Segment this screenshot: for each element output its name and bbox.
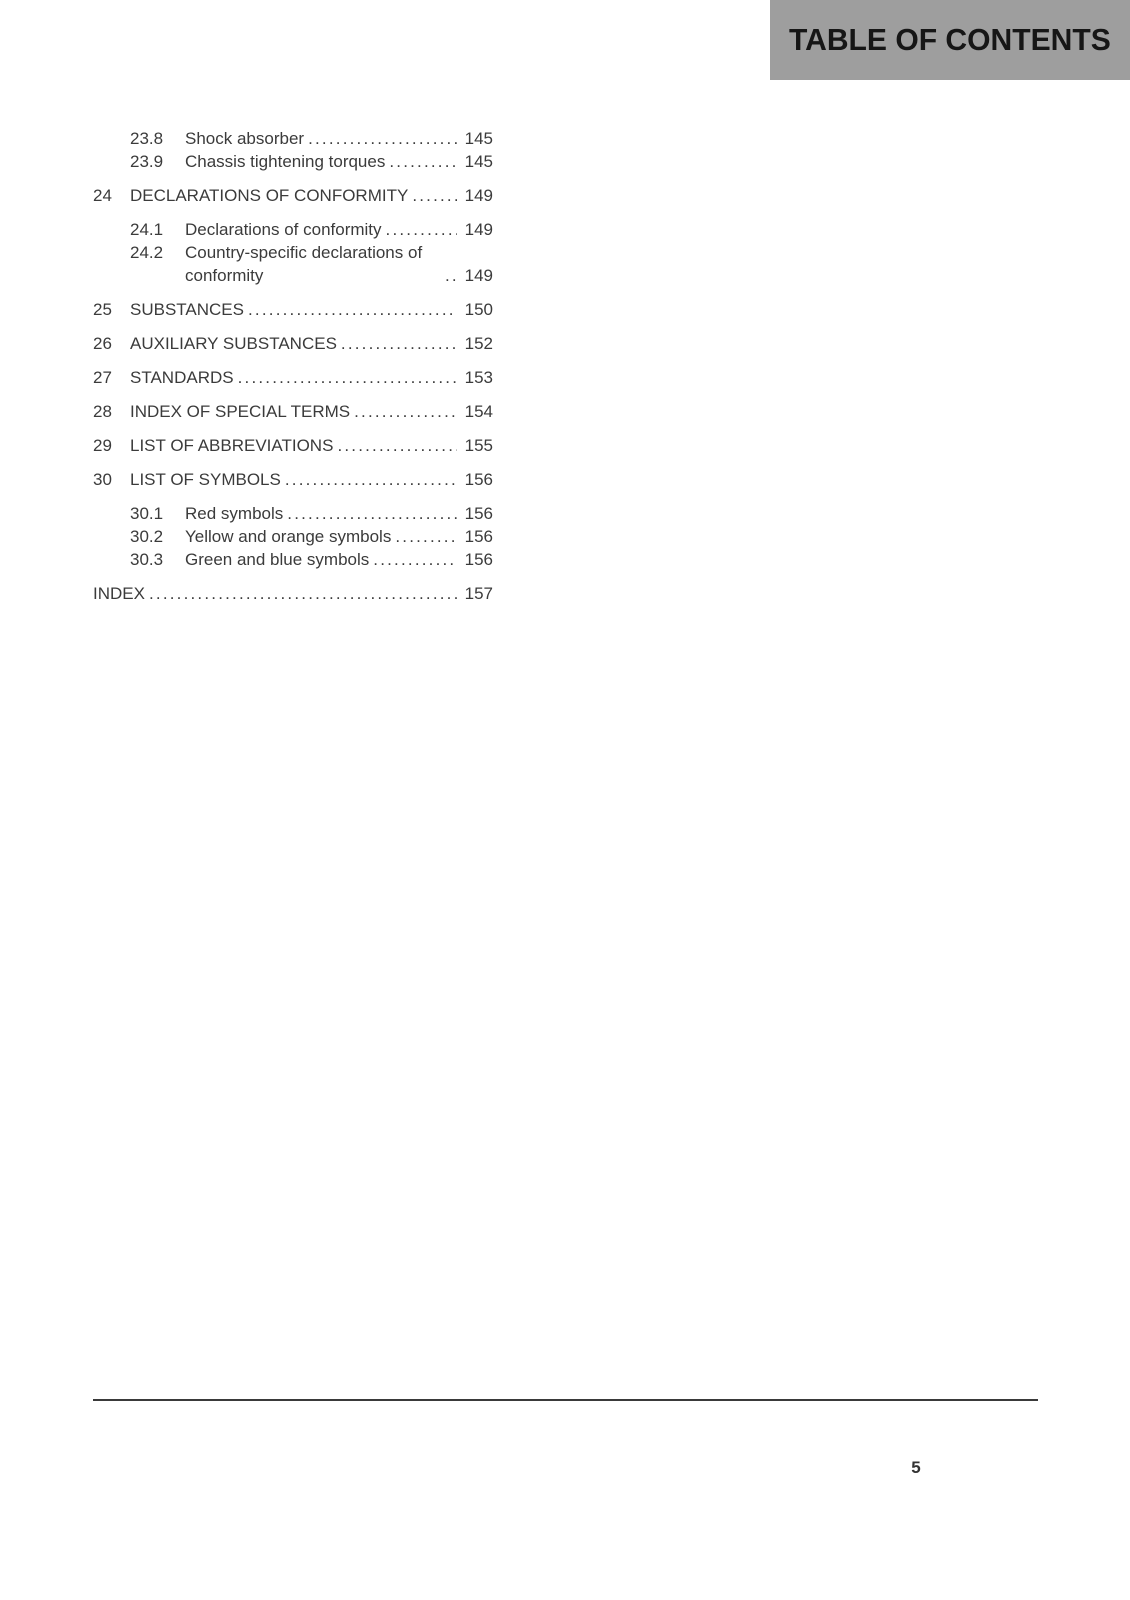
toc-entry-body <box>130 332 493 355</box>
page-title: TABLE OF CONTENTS <box>789 22 1111 57</box>
toc-entry-title: AUXILIARY SUBSTANCES <box>130 334 337 353</box>
toc-entry <box>93 434 493 457</box>
toc-entry-body <box>130 366 493 389</box>
toc-entry-title: Red symbols <box>185 504 284 523</box>
toc-leader-dots <box>386 218 457 241</box>
toc-entry-title: Green and blue symbols <box>185 550 370 569</box>
toc-leader-dots <box>238 366 457 389</box>
toc-entry <box>93 332 493 355</box>
toc-entry-page: 145 <box>464 129 493 148</box>
toc-entry-body <box>185 502 493 525</box>
page-number: 5 <box>911 1458 921 1477</box>
toc-entry-number: 24 <box>93 186 112 205</box>
toc-leader-dots <box>412 184 457 207</box>
toc-leader-dots <box>287 502 457 525</box>
toc-entry <box>93 366 493 389</box>
toc-entry-number: 24.1 <box>130 220 164 239</box>
toc-entry-page: 152 <box>464 334 493 353</box>
toc-leader-dots <box>341 332 457 355</box>
toc-entry-title: LIST OF ABBREVIATIONS <box>130 436 334 455</box>
footer-divider <box>93 1399 1038 1401</box>
toc-entry-number: 28 <box>93 402 112 421</box>
toc-entry-page: 154 <box>464 402 493 421</box>
toc-leader-dots <box>373 548 457 571</box>
toc-entry-number: 26 <box>93 334 112 353</box>
toc-entry <box>93 400 493 423</box>
toc-entry-title: LIST OF SYMBOLS <box>130 470 281 489</box>
toc-entry-page: 157 <box>464 584 493 603</box>
toc-entry-page: 153 <box>464 368 493 387</box>
toc-entry-body <box>185 241 493 287</box>
toc-entry-page: 156 <box>464 470 493 489</box>
toc-entry-body <box>185 150 493 173</box>
toc-entry-page: 145 <box>464 152 493 171</box>
toc-entry-number: 27 <box>93 368 112 387</box>
toc-entry-title: DECLARATIONS OF CONFORMITY <box>130 186 409 205</box>
toc-entry-body <box>130 184 493 207</box>
toc-leader-dots <box>445 264 457 287</box>
toc-entry <box>93 241 493 287</box>
toc-entry-title: Yellow and orange symbols <box>185 527 392 546</box>
page-header-banner <box>770 0 1130 80</box>
toc-entry-page: 149 <box>464 186 493 205</box>
toc-entry-title: Chassis tightening torques <box>185 152 386 171</box>
toc-entry-page: 155 <box>464 436 493 455</box>
toc-entry-body <box>93 582 493 605</box>
toc-entry-number: 30.3 <box>130 550 164 569</box>
toc-entry-body <box>130 468 493 491</box>
toc-entry-title: Shock absorber <box>185 129 305 148</box>
toc-entry-body <box>185 218 493 241</box>
toc-entry <box>93 525 493 548</box>
toc-entry <box>93 127 493 150</box>
toc-entry-title: INDEX OF SPECIAL TERMS <box>130 402 351 421</box>
toc-entry <box>93 218 493 241</box>
toc-entry-number: 23.8 <box>130 129 164 148</box>
toc-entry-number: 30.2 <box>130 527 164 546</box>
toc-entry-body <box>130 434 493 457</box>
toc-leader-dots <box>389 150 457 173</box>
toc-entry-page: 149 <box>464 220 493 239</box>
toc-entry-body <box>185 127 493 150</box>
toc-entry-number: 30.1 <box>130 504 164 523</box>
toc-entry <box>93 548 493 571</box>
toc-entry <box>93 502 493 525</box>
toc-leader-dots <box>337 434 457 457</box>
toc-entry-body <box>130 400 493 423</box>
toc-entry-title: STANDARDS <box>130 368 234 387</box>
toc-entry-page: 156 <box>464 550 493 569</box>
toc-entry <box>93 582 493 605</box>
toc-entry <box>93 184 493 207</box>
toc-entry-number: 29 <box>93 436 112 455</box>
toc-entry-number: 25 <box>93 300 112 319</box>
toc-entry-title: Country-specific declarations of conformity <box>185 243 423 285</box>
toc-entry-page: 156 <box>464 504 493 523</box>
toc-entry <box>93 468 493 491</box>
toc-entry-title: Declarations of conformity <box>185 220 382 239</box>
toc-entry-body <box>185 548 493 571</box>
toc-entry <box>93 298 493 321</box>
toc-entry-body <box>130 298 493 321</box>
toc-entry-title: SUBSTANCES <box>130 300 244 319</box>
toc-entry-body <box>185 525 493 548</box>
toc-entry <box>93 150 493 173</box>
toc-entry-number: 23.9 <box>130 152 164 171</box>
toc-entry-page: 150 <box>464 300 493 319</box>
toc-leader-dots <box>248 298 457 321</box>
toc-leader-dots <box>354 400 457 423</box>
toc-leader-dots <box>395 525 457 548</box>
toc-entry-page: 156 <box>464 527 493 546</box>
toc-leader-dots <box>149 582 457 605</box>
toc-leader-dots <box>285 468 457 491</box>
toc-leader-dots <box>308 127 457 150</box>
table-of-contents <box>93 127 493 616</box>
toc-entry-page: 149 <box>464 266 493 285</box>
toc-entry-number: 30 <box>93 470 112 489</box>
toc-entry-number: 24.2 <box>130 243 164 262</box>
toc-entry-title: INDEX <box>93 584 145 603</box>
